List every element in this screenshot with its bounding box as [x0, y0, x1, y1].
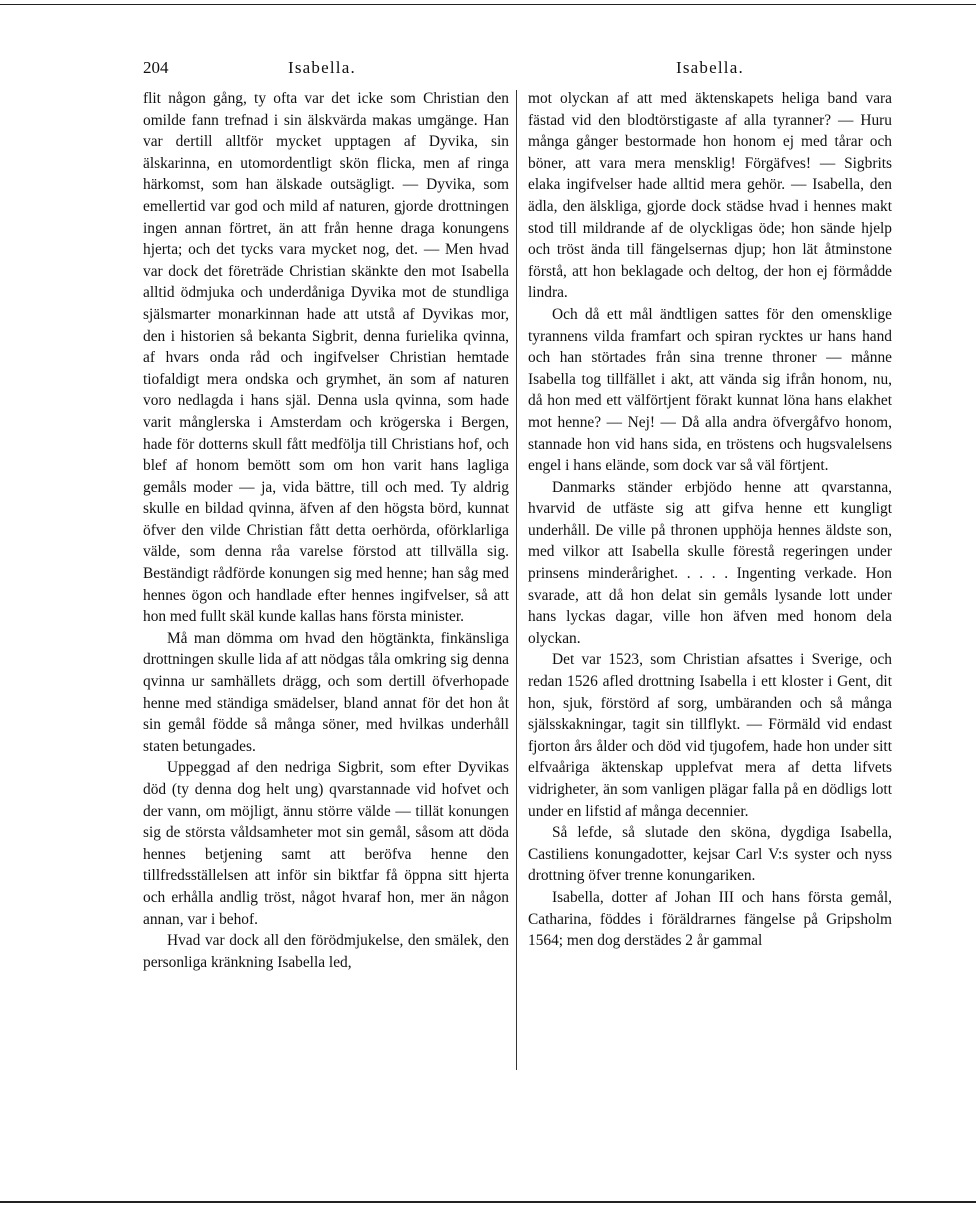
left-paragraph-2: Må man dömma om hvad den högtänkta, finkänsliga drottningen skulle lida af att nödgas tåla omkring sig denna qvinna ur samhällets drägg, och som dertill öfverhopade henne med ständiga smädelser, bland annat för det hon åt sin gemål födde så många söner, med hvilkas underhåll staten betungades.	[143, 629, 509, 755]
right-paragraph-6: Isabella, dotter af Johan III och hans första gemål, Catharina, föddes i föräldrarnes fängelse på Gripsholm 1564; men dog derstädes 2 år gammal	[528, 888, 892, 950]
page-number: 204	[143, 58, 169, 77]
right-column	[528, 88, 892, 952]
top-rule-right	[255, 4, 976, 5]
right-paragraph-3: Danmarks ständer erbjödo henne att qvarstanna, hvarvid de utfäste sig att gifva henne ett kungligt underhåll. De ville på thronen upphöja hennes äldste son, med vilkor att Isabella skulle förestå regeringen under prinsens minderårighet. . . . . Ingenting verkade. Hon svarade, att då hon delat sin gemåls lysande lott under hans lyckas dagar, ville hon äfven med honom dela olyckan.	[528, 478, 892, 647]
left-paragraph-3: Uppeggad af den nedriga Sigbrit, som efter Dyvikas död (ty denna dog helt ung) qvarstannade vid hofvet och der vann, om möjligt, ännu större välde — tillät konungen sig de största våldsamheter mot sin gemål, såsom att döda hennes betjening samt att beröfva henne den tillfredsställelsen att inför sin biktfar få öppna sitt hjerta och erhålla andlig tröst, något hvaraf hon, mer än någon annan, var i behof.	[143, 759, 509, 928]
column-divider	[516, 90, 517, 1070]
right-paragraph-5: Så lefde, så slutade den sköna, dygdiga Isabella, Castiliens konungadotter, kejsar Carl V:s syster och nyss drottning öfver trenne konungariken.	[528, 824, 892, 885]
right-paragraph-2: Och då ett mål ändtligen sattes för den omensklige tyrannens vilda framfart och spiran rycktes ur hans hand och han störtades från sina trenne throner — månne Isabella tog tillfället i akt, att vända sig ifrån honom, nu, då hon med ett välförtjent förakt kunnat löna hans elakhet mot henne? — Nej! — Då alla andra öfvergåfvo honom, stannade hon vid hans sida, en tröstens och hugsvalelsens engel i hans elände, som dock var så väl förtjent.	[528, 305, 892, 475]
left-column	[143, 88, 509, 973]
right-paragraph-1: mot olyckan af att med äktenskapets heliga band vara fästad vid den blodtörstigaste af alla tyranner? — Huru många gånger bestormade hon honom ej med tårar och böner, att vara mera mensklig! Förgäfves! — Sigbrits elaka ingifvelser hade alltid mera gehör. — Isabella, den ädla, den älskliga, gjorde dock städse hvad i hennes makt stod till mildrande af de olyckligas öde; hon sände hjelp och tröst ända till fängelsernas djup; hon lät åtminstone förstå, att hon beklagade och deltog, der hon ej förmådde lindra.	[528, 90, 892, 302]
left-paragraph-1: flit någon gång, ty ofta var det icke som Christian den omilde fann trefnad i sin älskvärda makas umgänge. Han var dertill alltför mycket upptagen af Dyvika, sin älskarinna, en utomordentligt skön flicka, men af ringa härkomst, som han älskade outsägligt. — Dyvika, som emellertid var god och mild af naturen, gjorde drottningen ingen annan förtret, än att från henne draga konungens hjerta; och det tycks vara mycket nog, det. — Men hvad var dock det företräde Christian skänkte den mot Isabella alltid ödmjuka och underdåniga Dyvika mot de stundliga själsmarter monarkinnan hade att utstå af Dyvikas mor, den i historien så bekanta Sigbrit, denna furielika qvinna, af hvars onda råd och ingifvelser Christian hemtade tiofaldigt mera ondska och grymhet, än som af naturen voro nedlagda i hans själ. Denna usla qvinna, som hade varit månglerska i Amsterdam och krögerska i Bergen, hade för dotterns skull fått medfölja till Christians hof, och blef af honom bemött som om hon varit hans lagliga gemåls moder — ja, vida bättre, till och med. Ty aldrig skulle en bildad qvinna, äfven af den högsta börd, kunnat öfver den vilde Christian fått detta oerhörda, oförklarliga välde, som denna råa varelse förstod att tillvälla sig. Beständigt rådförde konungen sig med henne; han såg med hennes ögon och handlade efter hennes ingifvelser, så att hon med fullt skäl kunde kallas hans första minister.	[143, 90, 509, 626]
left-paragraph-4: Hvad var dock all den förödmjukelse, den smälek, den personliga kränkning Isabella led,	[143, 932, 509, 971]
running-head-right: Isabella.	[676, 58, 744, 77]
right-paragraph-4: Det var 1523, som Christian afsattes i Sverige, och redan 1526 afled drottning Isabella i ett kloster i Gent, dit hon, sjuk, förstörd af sorg, umbäranden och så många själsskakningar, tagit sin tillflykt. — Förmäld vid endast fjorton års ålder och död vid tjugofem, hade hon under sitt elfvaåriga äktenskap upplefvat mera af detta lifvets vidrigheter, än som vanligen plägar falla på en dödligs lott under en lifstid af många decennier.	[528, 651, 892, 820]
running-head-left: Isabella.	[288, 58, 356, 77]
bottom-rule	[0, 1201, 976, 1203]
